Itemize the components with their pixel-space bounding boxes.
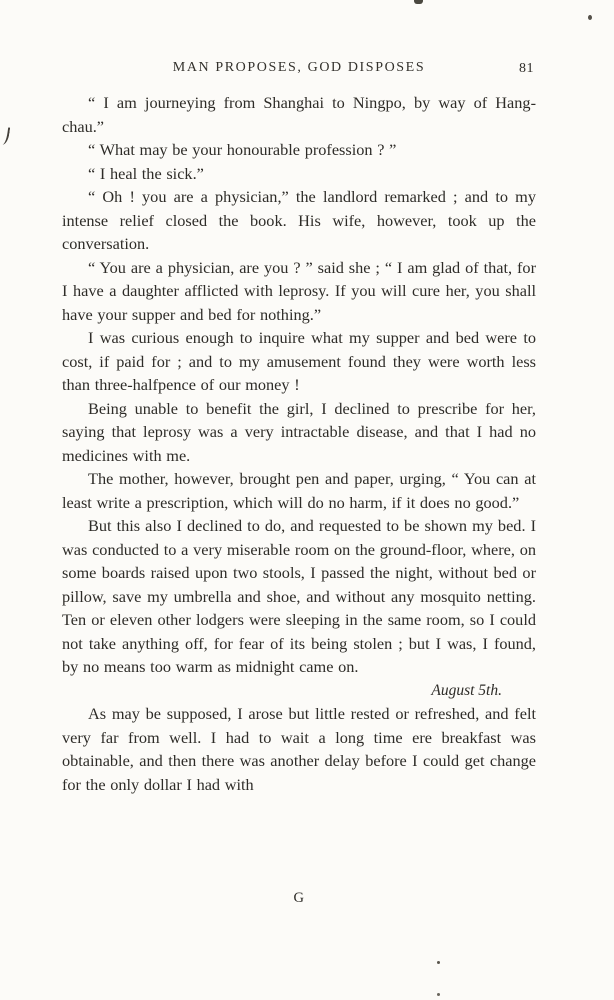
paragraph: The mother, however, brought pen and paper, urging, “ You can at least write a prescription, which will do no harm, if it does no good.” [62, 469, 536, 512]
scan-artifact [588, 15, 592, 20]
paragraph: But this also I declined to do, and requested to be shown my bed. I was conducted to a very miserable room on the ground-floor, where, on some boards raised upon two stools, I passed the night, without bed or pillow, save my umbrella and shoe, and without any mosquito netting. Ten or eleven other lodgers were sleeping in the same room, so I could not take anything off, for fear of its being stolen ; but I was, I found, by no means too warm as midnight came on. [62, 516, 536, 676]
paragraph: Being unable to benefit the girl, I declined to prescribe for her, saying that leprosy was a very intractable disease, and that I had no medicines with me. [62, 398, 536, 465]
paragraph: “ I am journeying from Shanghai to Ningpo, by way of Hang-chau.” [62, 93, 536, 136]
date-line: August 5th. [431, 681, 502, 699]
signature-mark: G [293, 890, 305, 906]
paragraph: As may be supposed, I arose but little rested or refreshed, and felt very far from well. I had to wait a long time ere breakfast was obtainable, and then there was another delay before I could get change for the only dollar I had with [62, 704, 536, 794]
paragraph: I was curious enough to inquire what my supper and bed were to cost, if paid for ; and to my amusement found they were worth less than three-halfpence of our money ! [62, 328, 536, 394]
paragraph: “ I heal the sick.” [88, 163, 204, 183]
paragraph: “ What may be your honourable profession ? ” [88, 140, 397, 159]
page-number: 81 [519, 61, 534, 76]
paragraph: “ Oh ! you are a physician,” the landlord remarked ; and to my intense relief closed the book. His wife, however, took up the conversation. [62, 187, 536, 253]
scan-artifact [437, 961, 440, 964]
page-body [62, 91, 536, 796]
scan-artifact [0, 127, 10, 146]
scan-artifact [414, 0, 423, 4]
scan-artifact [437, 993, 440, 996]
page-header [62, 60, 536, 80]
running-title: MAN PROPOSES, GOD DISPOSES [172, 60, 426, 75]
paragraph: “ You are a physician, are you ? ” said she ; “ I am glad of that, for I have a daughter afflicted with leprosy. If you will cure her, you shall have your supper and bed for nothing.” [62, 257, 536, 324]
